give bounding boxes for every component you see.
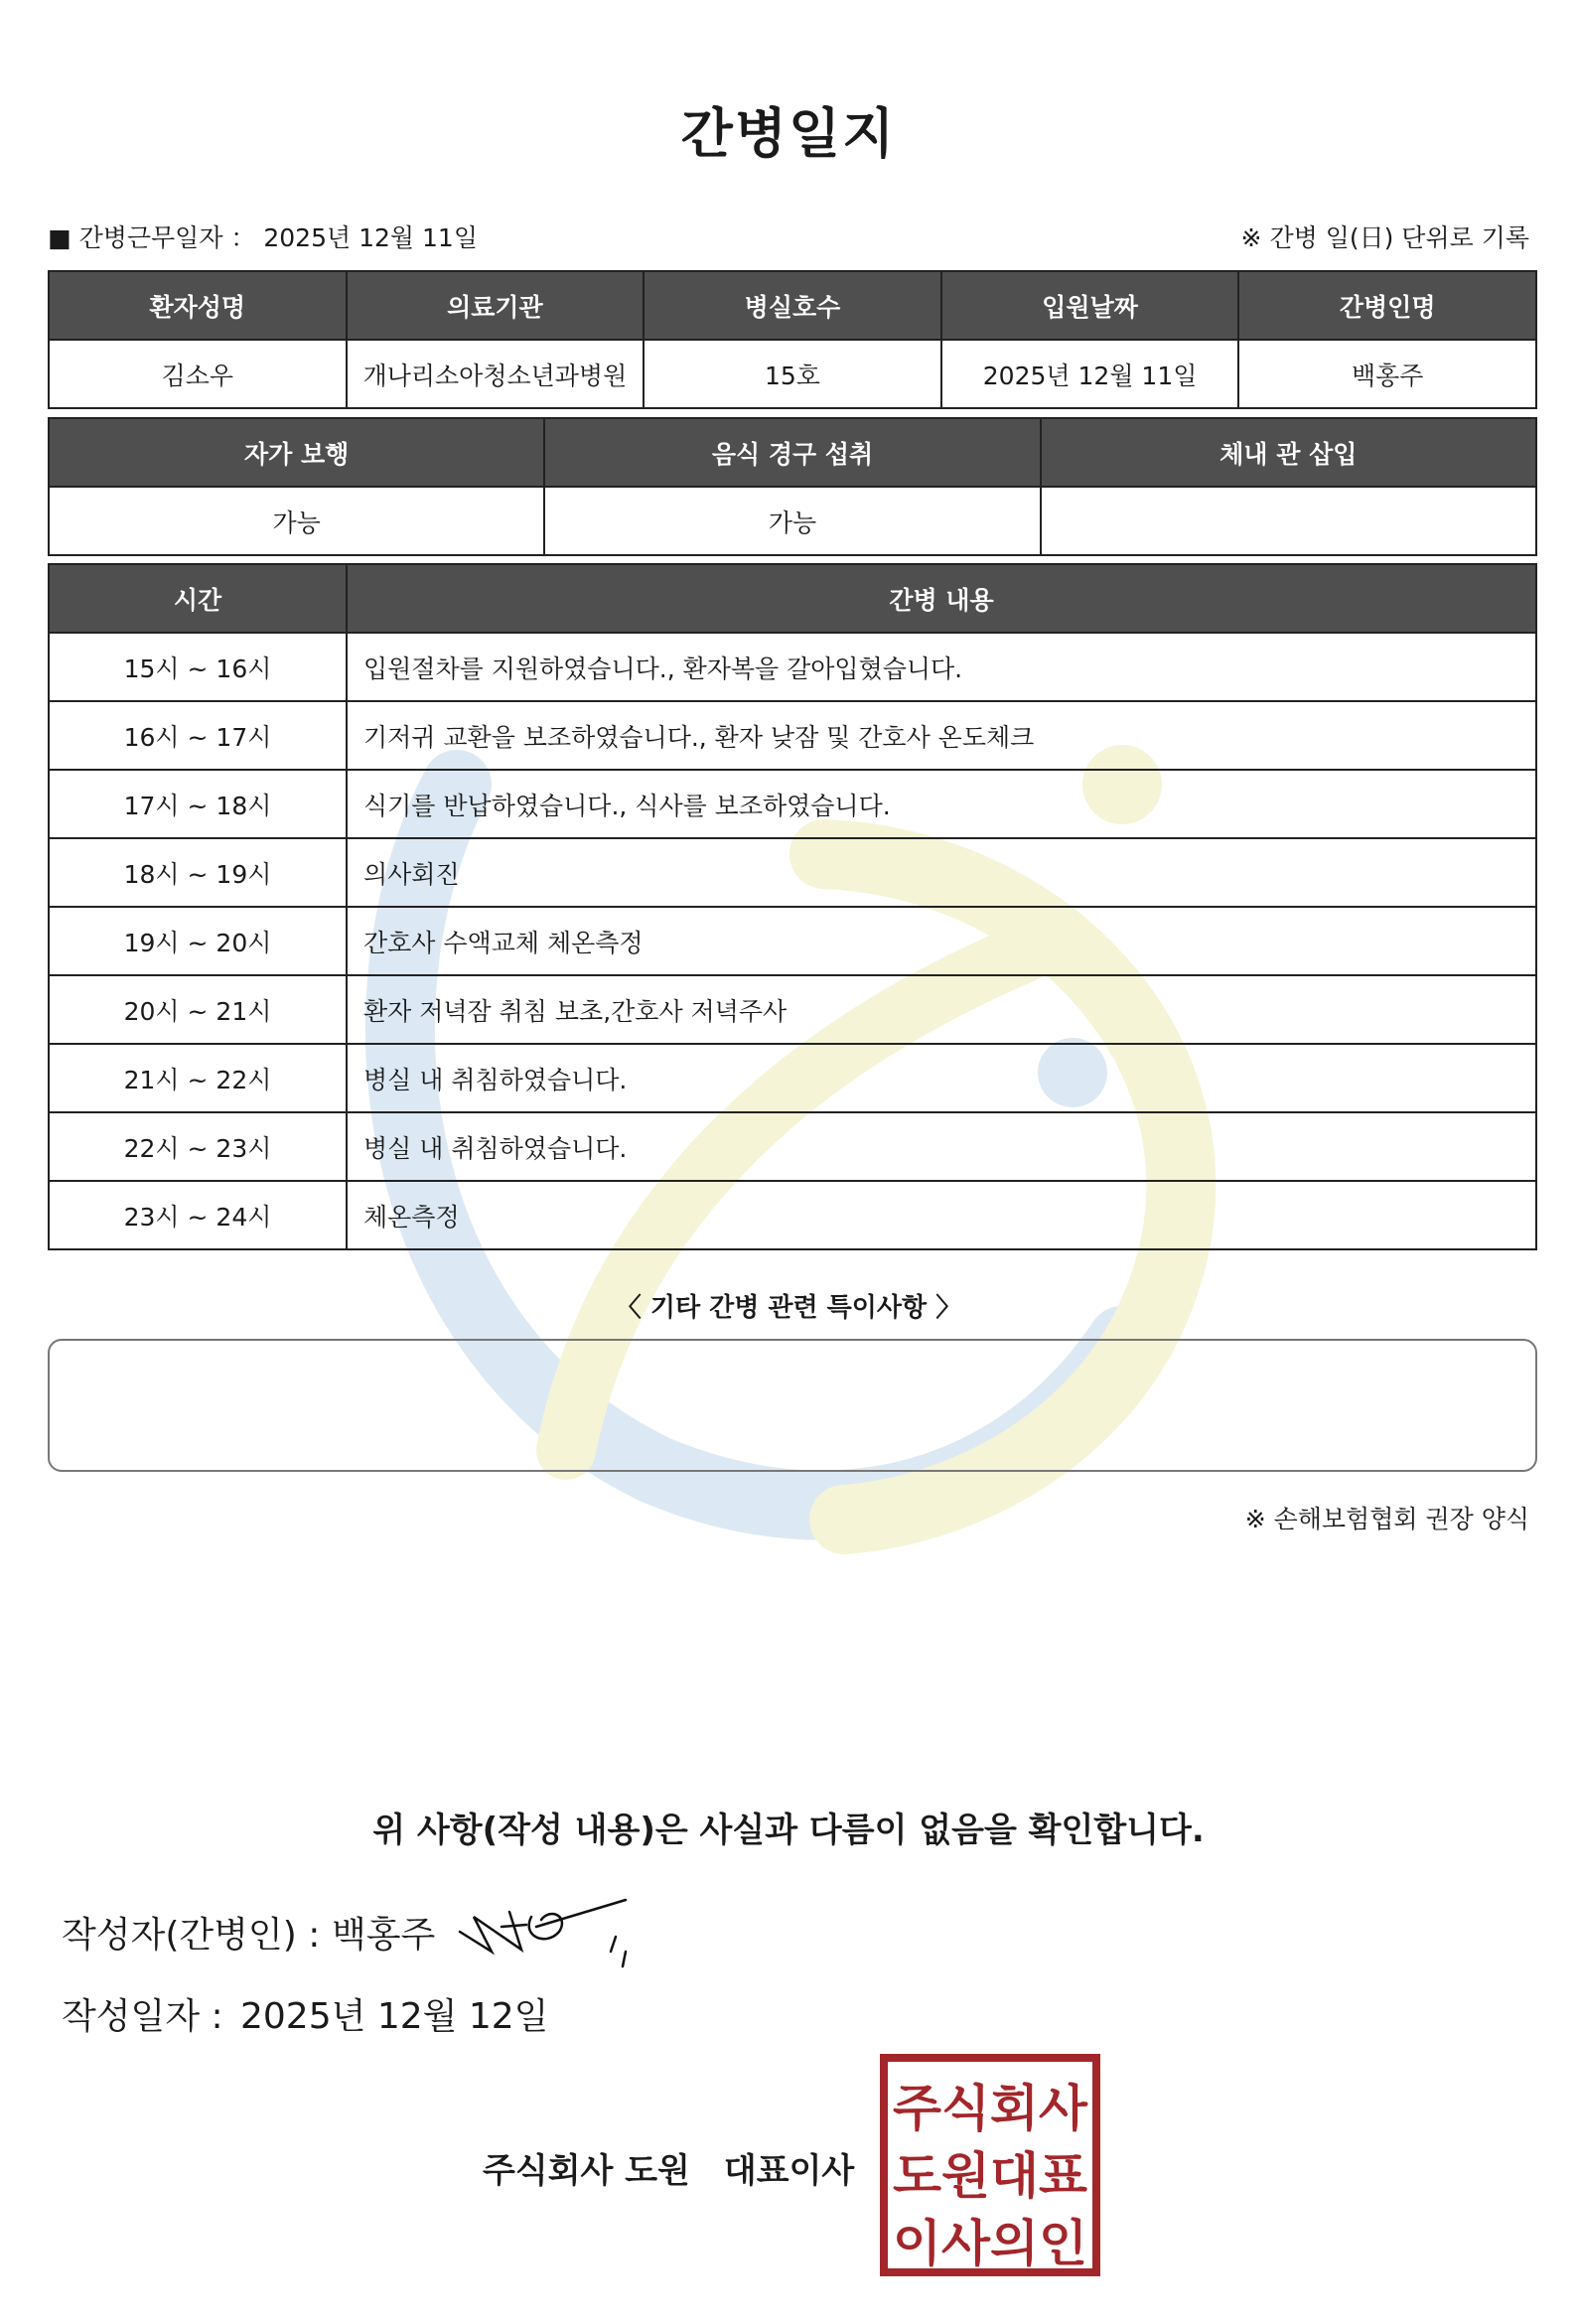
caregiver-name: 백홍주 <box>1238 340 1536 408</box>
content-cell: 식기를 반납하였습니다., 식사를 보조하였습니다. <box>347 770 1536 838</box>
table-row <box>49 975 1536 1044</box>
time-cell: 22시 ~ 23시 <box>49 1112 347 1181</box>
table-row <box>49 1181 1536 1249</box>
header-caregiver: 간병인명 <box>1238 271 1536 340</box>
table-row <box>49 838 1536 907</box>
time-cell: 19시 ~ 20시 <box>49 907 347 975</box>
content-cell: 기저귀 교환을 보조하였습니다., 환자 낮잠 및 간호사 온도체크 <box>347 701 1536 770</box>
table-row <box>49 770 1536 838</box>
status-table <box>48 417 1537 556</box>
notes-title: 〈 기타 간병 관련 특이사항 〉 <box>615 1293 962 1323</box>
header-hospital: 의료기관 <box>347 271 645 340</box>
notes-box <box>48 1339 1537 1472</box>
care-log-table <box>48 563 1537 1250</box>
write-date: 2025년 12월 12일 <box>240 1996 549 2037</box>
work-date-value: 2025년 12월 11일 <box>263 223 478 252</box>
table-row <box>49 701 1536 770</box>
hospital-name: 개나리소아청소년과병원 <box>347 340 645 408</box>
unit-note: ※ 간병 일(日) 단위로 기록 <box>1240 223 1529 252</box>
header-patient-name: 환자성명 <box>49 271 347 340</box>
date-label: 작성일자 : <box>62 1996 223 2037</box>
time-cell: 20시 ~ 21시 <box>49 975 347 1044</box>
oral-intake-status: 가능 <box>544 487 1040 555</box>
writer-name: 백홍주 <box>332 1915 436 1956</box>
time-cell: 21시 ~ 22시 <box>49 1044 347 1112</box>
svg-text:이사의인: 이사의인 <box>893 2215 1087 2272</box>
signature <box>452 1892 631 1971</box>
svg-text:도원대표: 도원대표 <box>893 2147 1088 2205</box>
svg-text:주식회사: 주식회사 <box>893 2080 1088 2137</box>
content-cell: 입원절차를 지원하였습니다., 환자복을 갈아입혔습니다. <box>347 633 1536 701</box>
content-cell: 병실 내 취침하였습니다. <box>347 1044 1536 1112</box>
time-cell: 17시 ~ 18시 <box>49 770 347 838</box>
walking-status: 가능 <box>49 487 544 555</box>
header-content: 간병 내용 <box>347 564 1536 633</box>
table-row <box>49 633 1536 701</box>
patient-table <box>48 270 1537 409</box>
tube-status <box>1041 487 1536 555</box>
time-cell: 16시 ~ 17시 <box>49 701 347 770</box>
header-walking: 자가 보행 <box>49 418 544 487</box>
content-cell: 의사회진 <box>347 838 1536 907</box>
patient-name: 김소우 <box>49 340 347 408</box>
header-admission-date: 입원날짜 <box>941 271 1239 340</box>
header-room: 병실호수 <box>644 271 941 340</box>
room-number: 15호 <box>644 340 941 408</box>
table-row <box>49 907 1536 975</box>
time-cell: 15시 ~ 16시 <box>49 633 347 701</box>
company-name: 주식회사 도원 대표이사 <box>483 2151 855 2191</box>
company-seal <box>880 2054 1100 2276</box>
confirmation-statement: 위 사항(작성 내용)은 사실과 다름이 없음을 확인합니다. <box>372 1811 1205 1850</box>
content-cell: 간호사 수액교체 체온측정 <box>347 907 1536 975</box>
time-cell: 23시 ~ 24시 <box>49 1181 347 1249</box>
content-cell: 체온측정 <box>347 1181 1536 1249</box>
work-date-label: ■ 간병근무일자 ： <box>48 223 256 252</box>
header-tube: 체내 관 삽입 <box>1041 418 1536 487</box>
page-title: 간병일지 <box>680 102 897 165</box>
header-oral-intake: 음식 경구 섭취 <box>544 418 1040 487</box>
header-time: 시간 <box>49 564 347 633</box>
table-row <box>49 1112 1536 1181</box>
admission-date: 2025년 12월 11일 <box>941 340 1239 408</box>
work-date <box>48 218 478 254</box>
time-cell: 18시 ~ 19시 <box>49 838 347 907</box>
recommend-note: ※ 손해보험협회 권장 양식 <box>1244 1505 1529 1533</box>
table-row <box>49 1044 1536 1112</box>
content-cell: 병실 내 취침하였습니다. <box>347 1112 1536 1181</box>
content-cell: 환자 저녁잠 취침 보초,간호사 저녁주사 <box>347 975 1536 1044</box>
writer-label: 작성자(간병인) : <box>62 1915 321 1956</box>
